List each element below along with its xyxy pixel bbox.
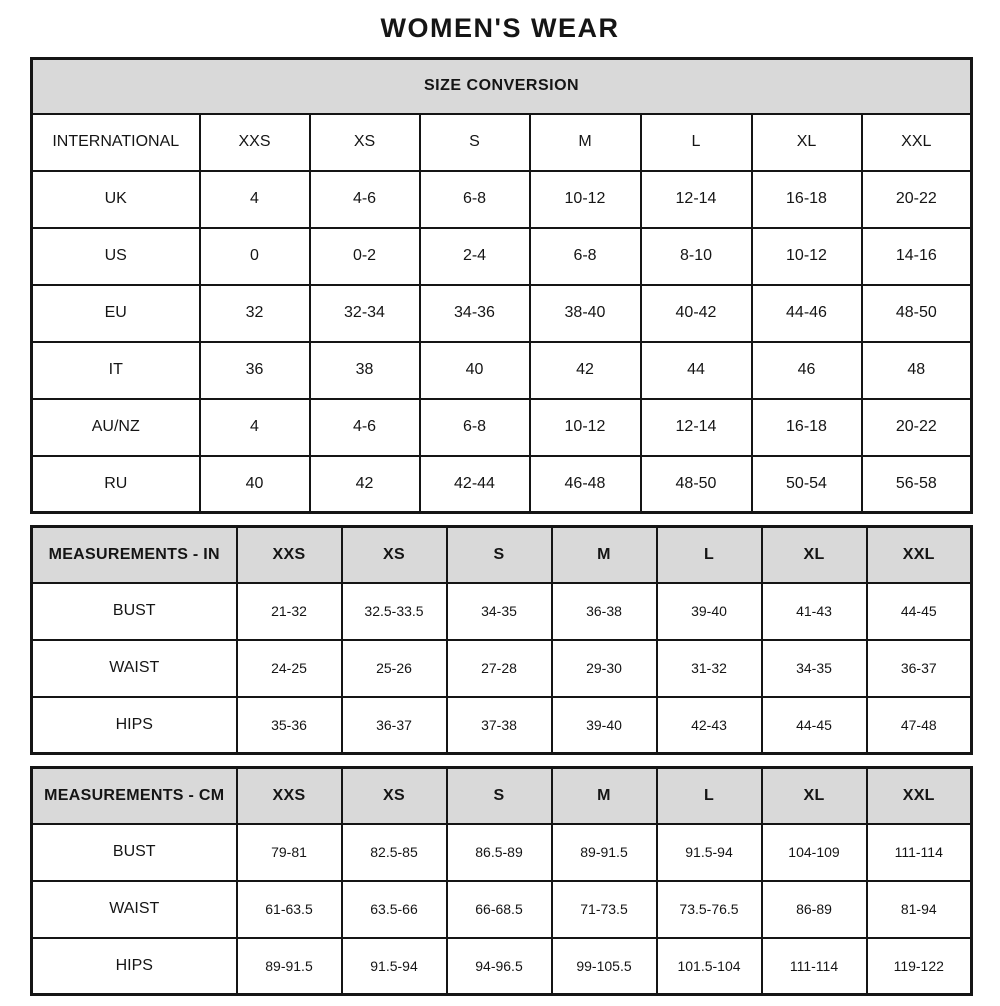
column-header: XL [752,114,862,171]
table-cell: 104-109 [762,824,867,881]
table-cell: 66-68.5 [447,881,552,938]
table-cell: 56-58 [862,456,972,513]
column-header: S [447,768,552,824]
table-row [32,399,972,456]
column-header: XXL [862,114,972,171]
table-cell: 44-45 [867,583,972,640]
table-cell: 111-114 [867,824,972,881]
table-cell: 44 [641,342,752,399]
table-cell: 32 [200,285,310,342]
table-cell: 42-44 [420,456,530,513]
table-row [32,697,972,754]
table-cell: 32.5-33.5 [342,583,447,640]
column-header: M [552,527,657,583]
table-row [32,938,972,995]
table-cell: 10-12 [752,228,862,285]
table-cell: 39-40 [552,697,657,754]
column-header: XXS [237,768,342,824]
table-row [32,285,972,342]
table-cell: 34-35 [762,640,867,697]
measurements-in-table [30,525,973,755]
table-cell: 25-26 [342,640,447,697]
table-cell: 86-89 [762,881,867,938]
table-cell: 38 [310,342,420,399]
table-cell: 48-50 [862,285,972,342]
page-title: WOMEN'S WEAR [380,13,620,43]
table-cell: 36 [200,342,310,399]
table-row [32,640,972,697]
table-cell: 86.5-89 [447,824,552,881]
table-row [32,59,972,114]
table-cell: 40-42 [641,285,752,342]
table-cell: 89-91.5 [237,938,342,995]
row-label: BUST [32,824,237,881]
table-cell: 119-122 [867,938,972,995]
column-header: XXL [867,527,972,583]
row-label: EU [32,285,200,342]
table-cell: 42 [310,456,420,513]
table-cell: 36-37 [867,640,972,697]
table-cell: 63.5-66 [342,881,447,938]
size-conversion-title: SIZE CONVERSION [32,59,972,114]
table-cell: 0 [200,228,310,285]
table-cell: 20-22 [862,171,972,228]
table-cell: 101.5-104 [657,938,762,995]
measurements-in-title: MEASUREMENTS - IN [32,527,237,583]
column-header: XXS [237,527,342,583]
table-cell: 81-94 [867,881,972,938]
table-cell: 21-32 [237,583,342,640]
row-label: IT [32,342,200,399]
row-label: WAIST [32,881,237,938]
column-header: L [657,527,762,583]
column-header: XXS [200,114,310,171]
table-cell: 46-48 [530,456,641,513]
table-cell: 4-6 [310,399,420,456]
table-cell: 91.5-94 [657,824,762,881]
table-row [32,824,972,881]
table-cell: 4-6 [310,171,420,228]
table-cell: 6-8 [420,171,530,228]
table-cell: 10-12 [530,399,641,456]
table-cell: 4 [200,171,310,228]
table-cell: 40 [200,456,310,513]
table-row [32,171,972,228]
table-cell: 35-36 [237,697,342,754]
table-row [32,583,972,640]
column-header: XS [342,768,447,824]
row-label: WAIST [32,640,237,697]
table-cell: 79-81 [237,824,342,881]
table-cell: 39-40 [657,583,762,640]
column-header: S [447,527,552,583]
table-cell: 12-14 [641,171,752,228]
table-cell: 24-25 [237,640,342,697]
table-cell: 46 [752,342,862,399]
column-header: XL [762,768,867,824]
table-cell: 16-18 [752,399,862,456]
table-cell: 14-16 [862,228,972,285]
table-cell: 44-46 [752,285,862,342]
row-label: US [32,228,200,285]
table-cell: 32-34 [310,285,420,342]
table-cell: 6-8 [530,228,641,285]
table-cell: 94-96.5 [447,938,552,995]
table-cell: 91.5-94 [342,938,447,995]
table-cell: 73.5-76.5 [657,881,762,938]
table-row [32,342,972,399]
table-cell: 48-50 [641,456,752,513]
table-cell: 29-30 [552,640,657,697]
measurements-cm-title: MEASUREMENTS - CM [32,768,237,824]
column-header: XL [762,527,867,583]
column-header: L [657,768,762,824]
table-cell: 89-91.5 [552,824,657,881]
table-cell: 47-48 [867,697,972,754]
column-header: XS [310,114,420,171]
row-label: BUST [32,583,237,640]
table-cell: 111-114 [762,938,867,995]
table-cell: 71-73.5 [552,881,657,938]
size-conversion-table [30,57,973,514]
column-header: INTERNATIONAL [32,114,200,171]
table-row [32,881,972,938]
table-cell: 34-35 [447,583,552,640]
table-cell: 12-14 [641,399,752,456]
table-row [32,228,972,285]
table-cell: 0-2 [310,228,420,285]
table-cell: 31-32 [657,640,762,697]
row-label: RU [32,456,200,513]
column-header: S [420,114,530,171]
table-cell: 42-43 [657,697,762,754]
table-cell: 50-54 [752,456,862,513]
table-row [32,114,972,171]
table-row [32,768,972,824]
column-header: M [552,768,657,824]
column-header: M [530,114,641,171]
table-cell: 61-63.5 [237,881,342,938]
table-cell: 20-22 [862,399,972,456]
table-cell: 6-8 [420,399,530,456]
table-cell: 16-18 [752,171,862,228]
table-row [32,527,972,583]
column-header: XXL [867,768,972,824]
column-header: XS [342,527,447,583]
row-label: AU/NZ [32,399,200,456]
column-header: L [641,114,752,171]
row-label: HIPS [32,938,237,995]
table-cell: 27-28 [447,640,552,697]
table-row [32,456,972,513]
table-cell: 99-105.5 [552,938,657,995]
table-cell: 44-45 [762,697,867,754]
table-cell: 34-36 [420,285,530,342]
table-cell: 4 [200,399,310,456]
table-cell: 82.5-85 [342,824,447,881]
table-cell: 36-38 [552,583,657,640]
table-cell: 10-12 [530,171,641,228]
measurements-cm-table [30,766,973,996]
table-cell: 2-4 [420,228,530,285]
table-cell: 38-40 [530,285,641,342]
row-label: HIPS [32,697,237,754]
table-cell: 36-37 [342,697,447,754]
table-cell: 48 [862,342,972,399]
table-cell: 37-38 [447,697,552,754]
table-cell: 42 [530,342,641,399]
table-cell: 8-10 [641,228,752,285]
table-cell: 41-43 [762,583,867,640]
table-cell: 40 [420,342,530,399]
row-label: UK [32,171,200,228]
